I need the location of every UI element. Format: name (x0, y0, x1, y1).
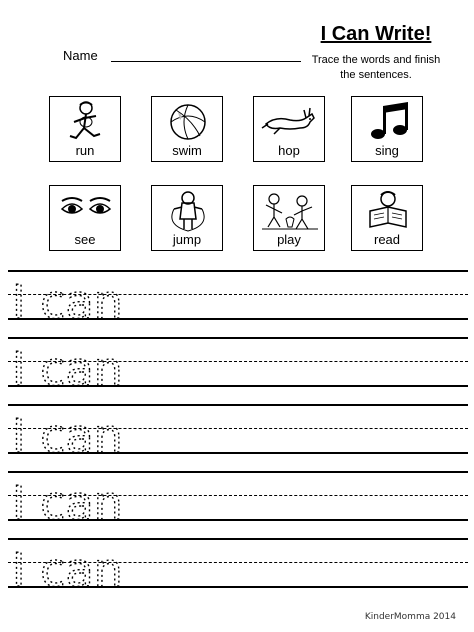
card-word: hop (278, 143, 300, 158)
music-note-icon (358, 100, 418, 144)
svg-text:I can: I can (12, 476, 123, 523)
card-word: jump (172, 232, 202, 247)
picture-card-jump (151, 185, 223, 251)
svg-text:I can: I can (12, 275, 123, 322)
picture-card-hop (253, 96, 325, 162)
picture-card-see (49, 185, 121, 251)
instructions-text: Trace the words and finish the sentences. (311, 54, 441, 81)
traceable-text (8, 270, 208, 322)
girl-jump-rope-icon (158, 189, 218, 233)
rabbit-hopping-icon (260, 100, 320, 144)
trace-row-2[interactable] (8, 337, 468, 403)
card-word: sing (375, 143, 399, 158)
picture-card-sing (351, 96, 423, 162)
card-word: read (373, 232, 401, 247)
child-reading-icon (358, 189, 418, 233)
name-write-line[interactable] (111, 61, 301, 62)
trace-row-3[interactable] (8, 404, 468, 470)
trace-row-1[interactable] (8, 270, 468, 336)
traceable-text (8, 404, 208, 456)
credit-footer: KinderMomma 2014 (364, 612, 456, 622)
card-word: play (277, 232, 301, 247)
card-word: run (75, 143, 95, 158)
picture-card-swim (151, 96, 223, 162)
svg-text:I can: I can (12, 409, 123, 456)
beach-ball-icon (158, 100, 218, 144)
handwriting-lines (0, 262, 474, 602)
page-title: I Can Write! (320, 23, 432, 45)
trace-row-5[interactable] (8, 538, 468, 604)
boy-running-icon (56, 100, 116, 144)
name-label: Name (63, 48, 98, 63)
picture-card-read (351, 185, 423, 251)
card-word: swim (172, 143, 202, 158)
eyes-icon (56, 189, 116, 233)
picture-card-run (49, 96, 121, 162)
card-word: see (74, 232, 96, 247)
picture-card-play (253, 185, 325, 251)
traceable-text (8, 538, 208, 590)
traceable-text (8, 337, 208, 389)
svg-text:I can: I can (12, 543, 123, 590)
trace-row-4[interactable] (8, 471, 468, 537)
kids-playing-icon (260, 189, 320, 233)
traceable-text (8, 471, 208, 523)
svg-text:I can: I can (12, 342, 123, 389)
